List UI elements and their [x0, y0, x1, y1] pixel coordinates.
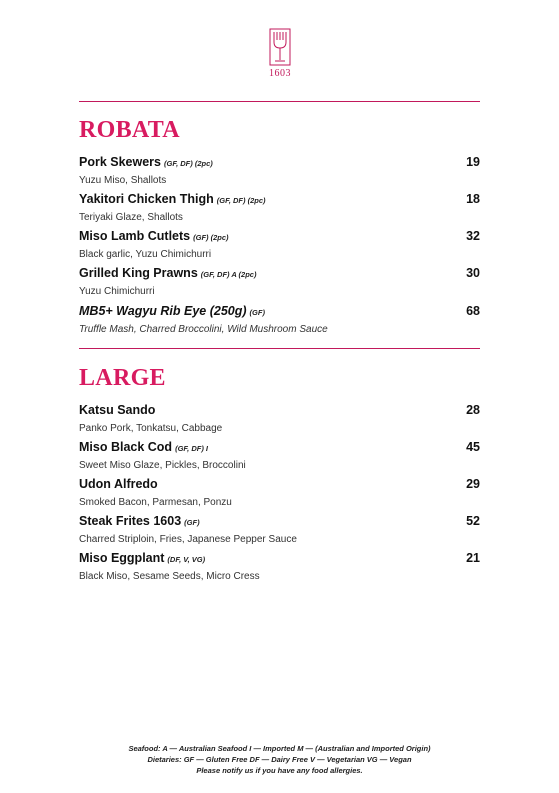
item-tags: (GF, DF) I: [175, 444, 208, 453]
menu-item: [79, 549, 480, 582]
item-name: MB5+ Wagyu Rib Eye (250g): [79, 304, 247, 318]
top-divider: [79, 101, 480, 102]
logo-text: 1603: [269, 68, 291, 79]
dietaries-legend: Dietaries: GF — Gluten Free DF — Dairy Free V — Vegetarian VG — Vegan: [147, 755, 412, 764]
item-name: Pork Skewers: [79, 155, 161, 169]
item-description: Black garlic, Yuzu Chimichurri: [79, 249, 212, 260]
item-tags: (DF, V, VG): [167, 555, 206, 564]
item-tags: (GF, DF) (2pc): [216, 196, 266, 205]
item-name: Katsu Sando: [79, 403, 156, 417]
item-description: Yuzu Chimichurri: [79, 286, 155, 297]
menu-item: [79, 227, 480, 260]
logo: [264, 28, 296, 79]
item-tags: (GF) (2pc): [193, 233, 229, 242]
item-description: Teriyaki Glaze, Shallots: [79, 212, 183, 223]
menu-item: [79, 264, 480, 297]
item-description: Black Miso, Sesame Seeds, Micro Cress: [79, 571, 260, 582]
item-price: 45: [466, 440, 480, 454]
item-tags: (GF, DF) (2pc): [164, 159, 213, 168]
menu-item: [79, 438, 480, 471]
section-title-robata: ROBATA: [79, 117, 180, 143]
item-description: Smoked Bacon, Parmesan, Ponzu: [79, 497, 232, 508]
item-price: 28: [466, 403, 480, 417]
item-name: Udon Alfredo: [79, 477, 158, 491]
menu-item: [79, 401, 480, 434]
dietary-legend: [0, 743, 559, 776]
item-tags: (GF): [249, 308, 265, 317]
item-price: 21: [466, 551, 480, 565]
item-description: Sweet Miso Glaze, Pickles, Broccolini: [79, 460, 246, 471]
item-name: Grilled King Prawns: [79, 266, 198, 280]
menu-item: [79, 475, 480, 508]
menu-item: [79, 512, 480, 545]
item-name: Miso Eggplant: [79, 551, 165, 565]
item-price: 29: [466, 477, 480, 491]
item-price: 18: [466, 192, 480, 206]
item-price: 52: [466, 514, 480, 528]
item-name: Miso Black Cod: [79, 440, 173, 454]
section-title-large: LARGE: [79, 365, 166, 391]
menu-item: [79, 190, 480, 223]
menu-item: [79, 302, 480, 335]
item-price: 68: [466, 304, 480, 318]
fork-glass-emblem-icon: [269, 28, 291, 66]
item-name: Miso Lamb Cutlets: [79, 229, 191, 243]
item-description: Panko Pork, Tonkatsu, Cabbage: [79, 423, 223, 434]
item-description: Charred Striploin, Fries, Japanese Pepper Sauce: [79, 534, 297, 545]
item-name: Yakitori Chicken Thigh: [79, 192, 214, 206]
item-price: 19: [466, 155, 480, 169]
section-divider: [79, 348, 480, 349]
item-description: Yuzu Miso, Shallots: [79, 175, 167, 186]
allergy-notice: Please notify us if you have any food allergies.: [196, 766, 363, 775]
menu-item: [79, 153, 480, 186]
item-description: Truffle Mash, Charred Broccolini, Wild Mushroom Sauce: [79, 324, 328, 335]
item-price: 30: [466, 266, 480, 280]
item-name: Steak Frites 1603: [79, 514, 182, 528]
item-tags: (GF, DF) A (2pc): [200, 270, 257, 279]
item-price: 32: [466, 229, 480, 243]
item-tags: (GF): [184, 518, 200, 527]
seafood-legend: Seafood: A — Australian Seafood I — Imported M — (Australian and Imported Origin): [128, 744, 431, 753]
